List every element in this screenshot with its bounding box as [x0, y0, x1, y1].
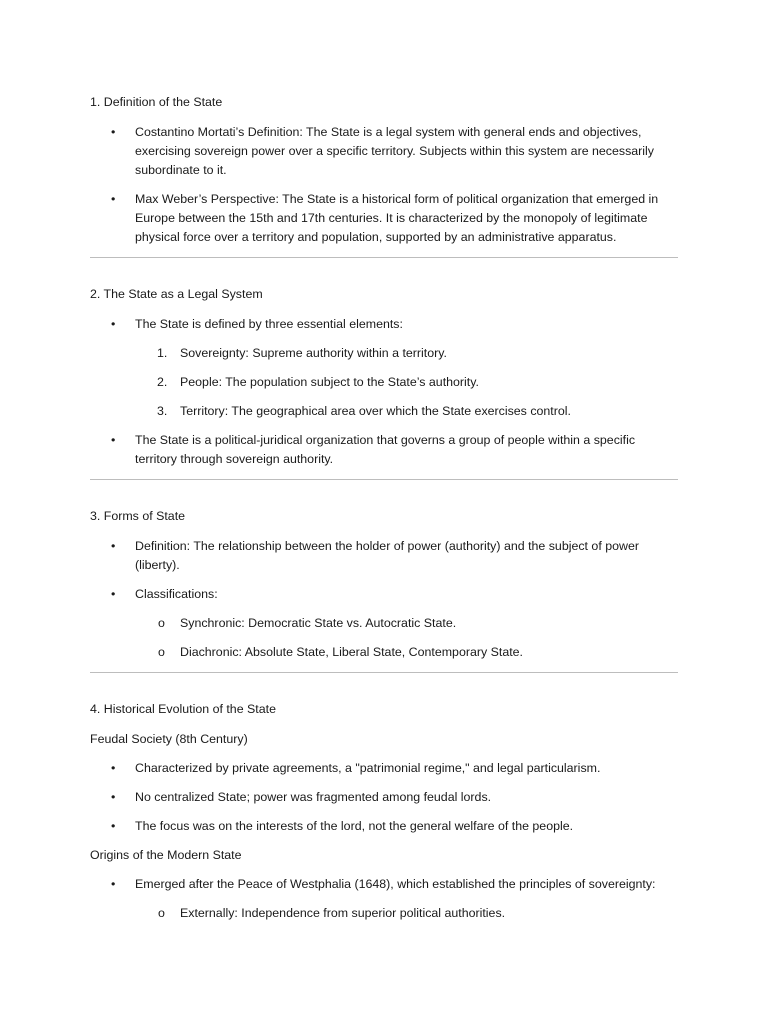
- list-item-text: Emerged after the Peace of Westphalia (1648), which established the principles of sovereignty:: [135, 877, 656, 891]
- numbered-list: [135, 344, 678, 421]
- sub-list-item: [135, 904, 678, 923]
- list-item: • Definition: The relationship between the holder of power (authority) and the subject of power (liberty).: [90, 537, 678, 575]
- circle-bullet-icon: o: [158, 645, 165, 659]
- section-heading: 1. Definition of the State: [90, 95, 223, 109]
- section-divider: [90, 479, 678, 480]
- item-number: 1.: [157, 346, 168, 360]
- numbered-item: [135, 402, 678, 421]
- list-item: • Max Weber’s Perspective: The State is a historical form of political organization that emerged in Europe between the 15th and 17th centuries. It is characterized by the monopoly of legitimate physical force over a territory and population, supported by an administrative apparatus.: [90, 190, 678, 247]
- section-definition-of-state: [90, 94, 678, 247]
- sub-list-item: [135, 643, 678, 662]
- item-text: Externally: Independence from superior political authorities.: [180, 906, 506, 920]
- item-text: People: The population subject to the State’s authority.: [180, 375, 479, 389]
- list-item: • No centralized State; power was fragmented among feudal lords.: [90, 788, 678, 807]
- sub-heading-feudal: Feudal Society (8th Century): [90, 732, 248, 746]
- list-item-text: Classifications:: [135, 587, 218, 601]
- circle-bullet-icon: o: [158, 906, 165, 920]
- sub-list: [135, 904, 678, 923]
- sub-heading-origins: Origins of the Modern State: [90, 848, 242, 862]
- numbered-item: [135, 373, 678, 392]
- list-item: [90, 315, 678, 421]
- section-divider: [90, 672, 678, 673]
- item-number: 2.: [157, 375, 168, 389]
- item-number: 3.: [157, 404, 168, 418]
- bullet-list: [90, 537, 678, 662]
- circle-bullet-icon: o: [158, 616, 165, 630]
- sub-list: [135, 614, 678, 662]
- numbered-item: [135, 344, 678, 363]
- list-item: [90, 875, 678, 923]
- section-divider: [90, 257, 678, 258]
- section-heading: 4. Historical Evolution of the State: [90, 702, 276, 716]
- list-item: • The State is a political-juridical organization that governs a group of people within a specific territory through sovereign authority.: [90, 431, 678, 469]
- bullet-list: [90, 315, 678, 469]
- bullet-list: [90, 759, 678, 836]
- item-text: Synchronic: Democratic State vs. Autocratic State.: [180, 616, 457, 630]
- bullet-list: [90, 123, 678, 247]
- section-heading: 3. Forms of State: [90, 509, 186, 523]
- list-item: • Costantino Mortati’s Definition: The State is a legal system with general ends and objectives, exercising sovereign power over a specific territory. Subjects within this system are necessarily subordinate to it.: [90, 123, 678, 180]
- section-heading: 2. The State as a Legal System: [90, 287, 263, 301]
- section-state-legal-system: [90, 286, 678, 469]
- bullet-list: [90, 875, 678, 923]
- item-text: Sovereignty: Supreme authority within a territory.: [180, 346, 447, 360]
- list-item-text: The State is defined by three essential elements:: [135, 317, 403, 331]
- section-historical-evolution: [90, 701, 678, 923]
- item-text: Diachronic: Absolute State, Liberal State, Contemporary State.: [180, 645, 523, 659]
- list-item: • The focus was on the interests of the lord, not the general welfare of the people.: [90, 817, 678, 836]
- list-item: • Characterized by private agreements, a "patrimonial regime," and legal particularism.: [90, 759, 678, 778]
- item-text: Territory: The geographical area over which the State exercises control.: [180, 404, 571, 418]
- section-forms-of-state: [90, 508, 678, 662]
- sub-list-item: [135, 614, 678, 633]
- list-item: [90, 585, 678, 662]
